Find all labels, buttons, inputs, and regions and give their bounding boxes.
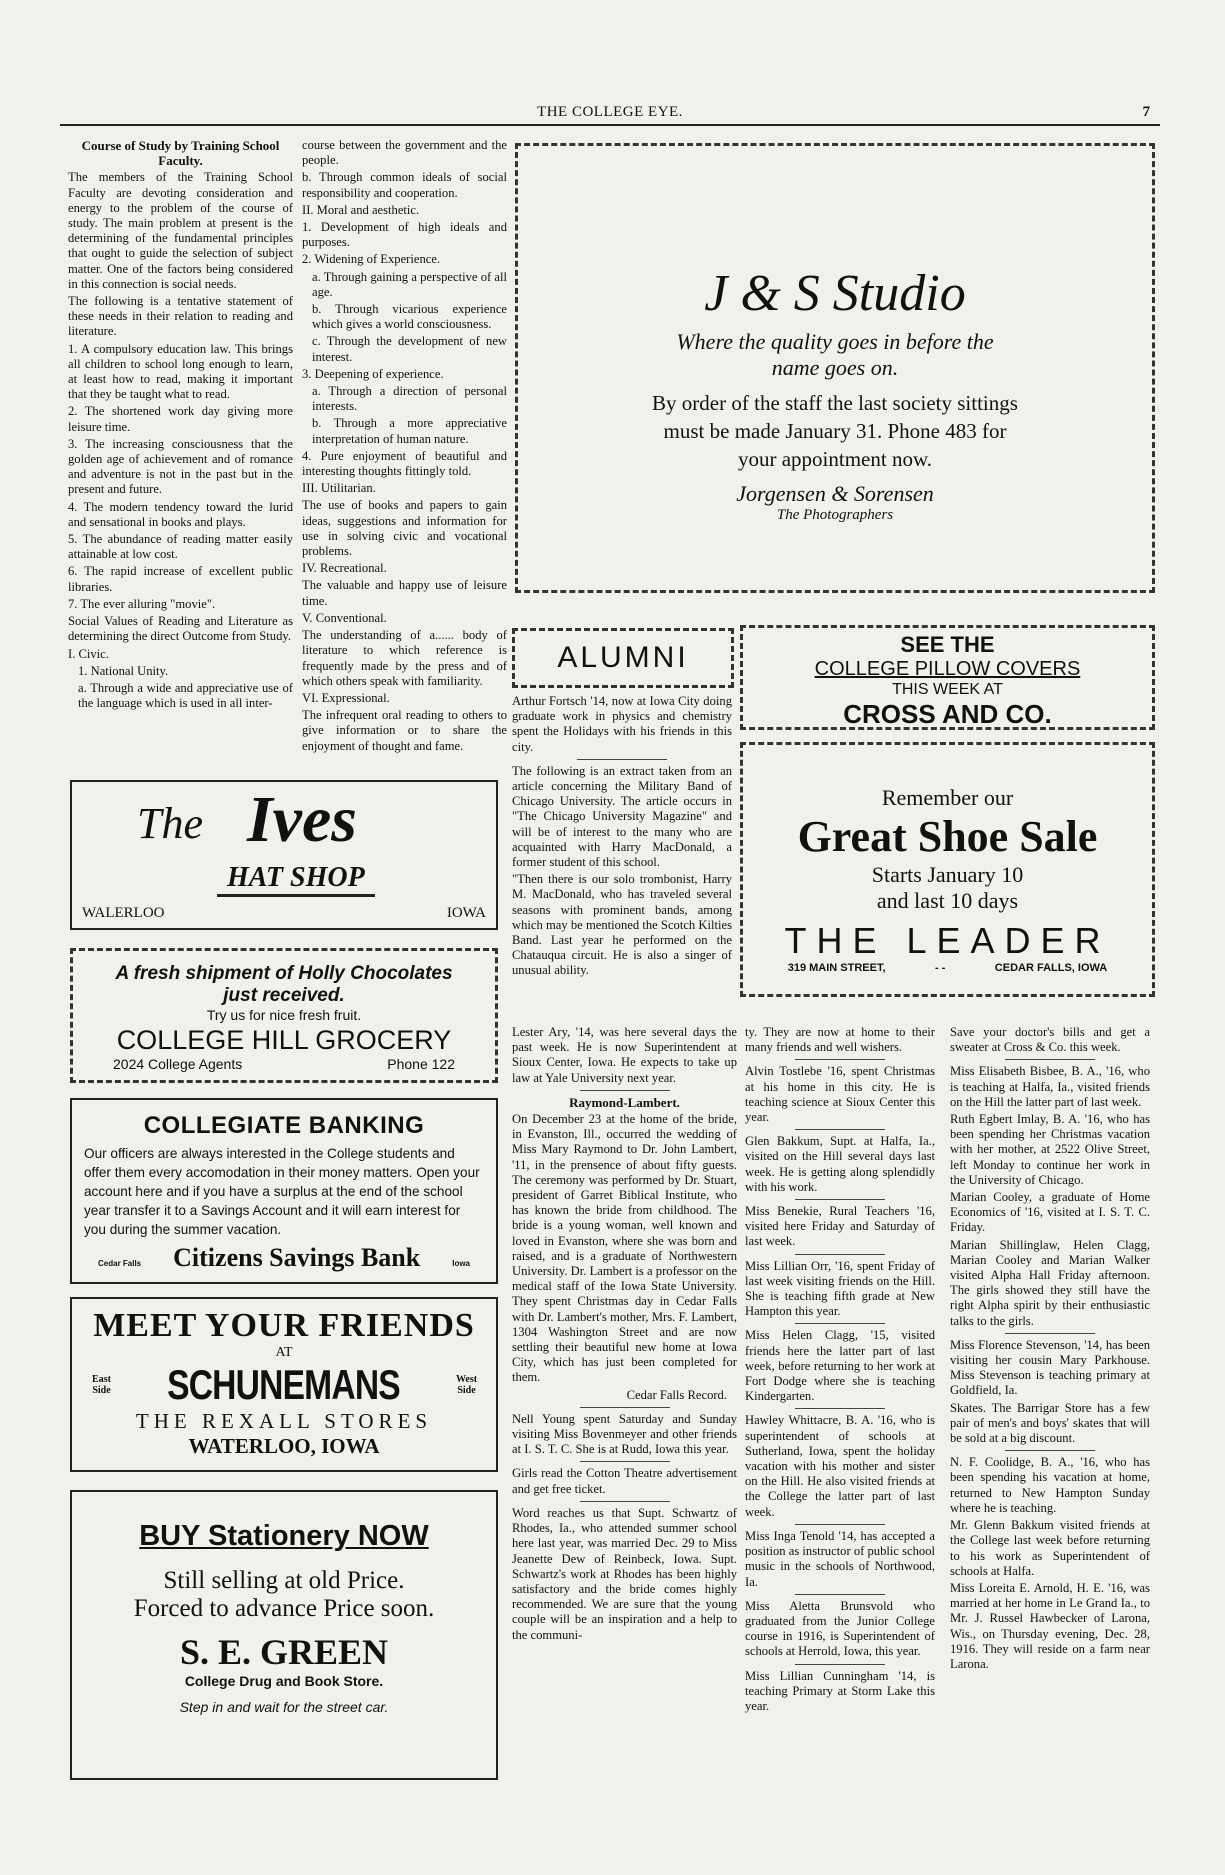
list-item: I. Civic.: [68, 646, 109, 661]
list-item: II. Moral and aesthetic.: [302, 202, 420, 217]
pillow-line: THIS WEEK AT: [892, 681, 1003, 698]
divider: [795, 1254, 885, 1255]
news-item: Miss Loreita E. Arnold, H. E. '16, was married at her home in Le Grand Ia., to Mr. J. Russel Hawbecker of Larona, Wis., on Thursday evening, Dec. 28, 1916. They will reside on a farm near Larona.: [950, 1580, 1150, 1671]
pillow-store: CROSS AND CO.: [843, 699, 1052, 729]
divider: [580, 1407, 670, 1408]
stationery-tag: Step in and wait for the street car.: [179, 1699, 389, 1715]
shoe-city: CEDAR FALLS, IOWA: [994, 962, 1108, 974]
news-item: ty. They are now at home to their many friends and well wishers.: [745, 1025, 935, 1055]
grocery-name: COLLEGE HILL GROCERY: [116, 1025, 452, 1055]
shoe-address: 319 MAIN STREET,: [787, 962, 886, 974]
news-item: Glen Bakkum, Supt. at Halfa, Ia., visited on the Hill several days last week. He is getting along splendidly with his work.: [745, 1134, 935, 1194]
list-item: a. Through a direction of personal interests.: [312, 384, 507, 414]
list-item: VI. Expressional.: [302, 690, 390, 705]
news-item: Marian Shillinglaw, Helen Clagg, Marian Cooley and Marian Walker visited Alpha Hall Friday afternoon. The girls showed they still have the right Alpha spirit by their enthusiastic talks to the girls.: [950, 1237, 1150, 1328]
schunemans-east: East Side: [92, 1374, 111, 1396]
news-item: Nell Young spent Saturday and Sunday visiting Miss Bovenmeyer and other friends at I. S. T. C. She is at Rudd, Iowa this year.: [512, 1411, 737, 1457]
bank-heading: COLLEGIATE BANKING: [143, 1112, 425, 1139]
stationery-heading: BUY Stationery NOW: [139, 1520, 429, 1552]
list-item: The valuable and happy use of leisure time.: [302, 578, 507, 608]
list-item: b. Through common ideals of social responsibility and cooperation.: [302, 170, 507, 200]
divider: [795, 1323, 885, 1324]
alumni-paragraph: "Then there is our solo trombonist, Harry M. MacDonald, who has traveled several seasons with prominent bands, among which may be mentioned the Scotch Kilties Band. Last year he performed on the Chatauqua circuit. He is also a singer of unusual ability.: [512, 872, 732, 978]
hat-shop-name: HAT SHOP: [217, 862, 375, 897]
shoe-address-row: [743, 962, 1152, 974]
shoe-dash: - -: [934, 962, 946, 974]
grocery-address: 2024 College Agents: [113, 1056, 243, 1072]
news-item: N. F. Coolidge, B. A., '16, who has been spending his vacation at home, returned to New Hampton Sunday where he is teaching.: [950, 1455, 1150, 1515]
divider: [795, 1408, 885, 1409]
news-item: Hawley Whittacre, B. A. '16, who is superintendent of schools at Sutherland, Iowa, spent the holiday vacation with his mother and sister on the Hill. He also visited friends at the College the latter part of last week.: [745, 1413, 935, 1519]
news-column-4: [745, 1025, 935, 1795]
divider: [795, 1199, 885, 1200]
list-item: III. Utilitarian.: [302, 481, 376, 496]
list-item: a. Through gaining a perspective of all age.: [312, 269, 507, 299]
divider: [795, 1664, 885, 1665]
shoe-line: and last 10 days: [876, 888, 1019, 913]
divider: [580, 1090, 670, 1091]
news-item: Girls read the Cotton Theatre advertisement and get free ticket.: [512, 1466, 737, 1496]
news-item: Skates. The Barrigar Store has a few pair of men's and boys' skates that will be sold at a big discount.: [950, 1400, 1150, 1446]
news-item: Ruth Egbert Imlay, B. A. '16, who has been spending her Christmas vacation with her mother, at 2522 Olive Street, left Monday to continue her work in the University of Chicago.: [950, 1112, 1150, 1187]
news-item: Word reaches us that Supt. Schwartz of Rhodes, Ia., who attended summer school here last year, was married Dec. 29 to Miss Jeanette Dew of Reinbeck, Iowa. Supt. Schwartz's work at Rhodes has been highly satisfactory and the bride comes highly recommended. We are sure that the young couple will be an inspiration and a help to the communi-: [512, 1505, 737, 1642]
list-item: a. Through a wide and appreciative use of the language which is used in all inter-: [78, 680, 293, 711]
article-paragraph: The following is a tentative statement of these needs in their relation to reading and literature.: [68, 294, 293, 339]
page-number: 7: [1142, 104, 1150, 120]
bank-ad: [70, 1098, 498, 1284]
stationery-store: College Drug and Book Store.: [184, 1673, 384, 1689]
list-item: c. Through the development of new interest.: [312, 334, 507, 364]
shoe-headline: Great Shoe Sale: [797, 812, 1098, 861]
list-item: 5. The abundance of reading matter easily attainable at low cost.: [68, 532, 293, 562]
shoe-store: THE LEADER: [784, 920, 1111, 961]
schunemans-ad: [70, 1297, 498, 1472]
list-item: The infrequent oral reading to others to give information or to share the enjoyment of thought and fame.: [302, 708, 507, 753]
shoe-line: Starts January 10: [871, 862, 1024, 887]
list-item: 3. The increasing consciousness that the golden age of achievement and of romance and adventure is not in the past but in the present and future.: [68, 436, 293, 497]
hat-name: Ives: [247, 783, 357, 856]
shoe-sale-ad: [740, 742, 1155, 997]
divider: [795, 1059, 885, 1060]
list-item: The understanding of a...... body of literature to which reference is frequently made by the press and of which others speak with familiarity.: [302, 628, 507, 688]
list-item: course between the government and the people.: [302, 138, 507, 168]
grocery-phone: Phone 122: [387, 1056, 455, 1072]
news-item: Miss Inga Tenold '14, has accepted a position as instructor of public school music in the schools of Northwood, Ia.: [745, 1528, 935, 1589]
grocery-line: A fresh shipment of Holly Chocolates: [115, 963, 453, 984]
news-item: Alvin Tostlebe '16, spent Christmas at his home in this city. He is teaching science at Sioux Center this year.: [745, 1064, 935, 1125]
news-item: Miss Lillian Orr, '16, spent Friday of last week visiting friends on the Hill. She is teaching fifth grade at New Hampton this year.: [745, 1258, 935, 1319]
news-item: Miss Elisabeth Bisbee, B. A., '16, who is teaching at Halfa, Ia., visited friends on the Hill the latter part of last week.: [950, 1064, 1150, 1109]
stationery-name: S. E. GREEN: [179, 1632, 389, 1672]
hat-city: WALERLOO: [82, 905, 165, 921]
divider: [580, 1461, 670, 1462]
news-item: Mr. Glenn Bakkum visited friends at the College last week before returning to his work as Superintendent of schools at Halfa.: [950, 1518, 1150, 1578]
schunemans-west: West Side: [455, 1374, 478, 1396]
alumni-heading: ALUMNI: [557, 641, 689, 674]
divider: [1005, 1059, 1095, 1060]
article-paragraph: Social Values of Reading and Literature as determining the direct Outcome from Study.: [68, 614, 293, 644]
news-item: Miss Helen Clagg, '15, visited friends here the latter part of last week, before returning to her work at Fort Dodge where she is teaching Kindergarten.: [745, 1328, 935, 1404]
list-item: 1. Development of high ideals and purposes.: [302, 220, 507, 250]
studio-body: By order of the staff the last society sittings must be made January 31. Phone 483 for your appointment now.: [652, 391, 1018, 471]
alumni-column: [512, 694, 732, 1012]
schunemans-name: SCHUNEMANS: [167, 1361, 401, 1408]
news-item: Save your doctor's bills and get a sweater at Cross & Co. this week.: [950, 1025, 1150, 1055]
article-heading: Course of Study by Training School Faculty.: [81, 138, 280, 169]
news-source: Cedar Falls Record.: [626, 1387, 727, 1402]
hat-state: IOWA: [446, 905, 486, 921]
list-item: 4. The modern tendency toward the lurid and sensational in books and plays.: [68, 499, 293, 529]
schunemans-city: WATERLOO, IOWA: [188, 1434, 380, 1458]
page-header: [60, 104, 1160, 126]
grocery-line: Try us for nice fresh fruit.: [206, 1007, 362, 1023]
list-item: 6. The rapid increase of excellent public libraries.: [68, 564, 293, 594]
grocery-footer: [73, 1056, 495, 1072]
hat-shop-ad: [70, 780, 498, 930]
news-heading: Raymond-Lambert.: [569, 1094, 680, 1110]
studio-owners: Jorgensen & Sorensen: [736, 481, 934, 506]
pillow-line: COLLEGE PILLOW COVERS: [814, 658, 1081, 680]
course-of-study-article: [68, 138, 293, 768]
list-item: 1. National Unity.: [78, 663, 169, 678]
alumni-heading-box: [512, 628, 734, 688]
studio-name: J & S Studio: [704, 265, 966, 322]
studio-ad: [515, 143, 1155, 593]
alumni-paragraph: The following is an extract taken from an article concerning the Military Band of Chicago University. The article occurs in "The Chicago University Magazine" and will be of interest to the many who are acquainted with Harry MacDonald, a former student of this school.: [512, 763, 732, 870]
list-item: V. Conventional.: [302, 610, 387, 625]
list-item: 7. The ever alluring "movie".: [68, 596, 216, 611]
news-item: Miss Benekie, Rural Teachers '16, visited here Friday and Saturday of last week.: [745, 1204, 935, 1249]
grocery-ad: [70, 948, 498, 1083]
divider: [795, 1524, 885, 1525]
news-column-3: [512, 1025, 737, 1795]
divider: [580, 1501, 670, 1502]
running-title: THE COLLEGE EYE.: [537, 104, 683, 120]
pillow-line: SEE THE: [900, 632, 995, 657]
divider: [1005, 1450, 1095, 1451]
grocery-line: just received.: [223, 985, 345, 1006]
divider: [795, 1594, 885, 1595]
list-item: 4. Pure enjoyment of beautiful and interesting thoughts fittingly told.: [302, 448, 507, 479]
list-item: IV. Recreational.: [302, 561, 387, 576]
schunemans-row: [72, 1361, 496, 1409]
stationery-line: Forced to advance Price soon.: [133, 1595, 435, 1622]
schunemans-line: THE REXALL STORES: [135, 1409, 433, 1433]
list-item: 2. Widening of Experience.: [302, 252, 441, 267]
studio-subtitle: The Photographers: [776, 507, 894, 523]
shoe-line: Remember our: [881, 785, 1014, 810]
hat-the: The: [137, 799, 203, 848]
schunemans-headline: MEET YOUR FRIENDS: [93, 1307, 475, 1344]
course-of-study-continued: [302, 138, 507, 768]
bank-state: Iowa: [452, 1259, 470, 1268]
news-item: Miss Aletta Brunsvold who graduated from the Junior College course in 1916, is Superintendent of schools at Herrold, Iowa, this year.: [745, 1598, 935, 1659]
list-item: The use of books and papers to gain ideas, suggestions and information for use in solving civic and vocational problems.: [302, 498, 507, 559]
list-item: 2. The shortened work day giving more leisure time.: [68, 404, 293, 434]
bank-footer: [72, 1243, 496, 1273]
studio-slogan: Where the quality goes in before the name goes on.: [676, 329, 994, 380]
divider: [1005, 1333, 1095, 1334]
bank-name: Citizens Savings Bank: [173, 1243, 421, 1272]
pillow-covers-ad: [740, 625, 1155, 730]
schunemans-at: AT: [275, 1345, 293, 1360]
list-item: 3. Deepening of experience.: [302, 366, 444, 381]
news-item: Marian Cooley, a graduate of Home Economics of '16, visited at I. S. T. C. Friday.: [950, 1190, 1150, 1235]
divider: [577, 759, 667, 760]
news-item: Miss Florence Stevenson, '14, has been visiting her cousin Mary Parkhouse. Miss Stevenson is teaching primary at Goldfield, Ia.: [950, 1337, 1150, 1398]
list-item: 1. A compulsory education law. This brings all children to school long enough to learn, at least how to read, making it important that they be taught what to read.: [68, 341, 293, 402]
news-item: Miss Lillian Cunningham '14, is teaching Primary at Storm Lake this year.: [745, 1668, 935, 1713]
list-item: b. Through a more appreciative interpretation of human nature.: [312, 416, 507, 446]
list-item: b. Through vicarious experience which gives a world consciousness.: [312, 302, 507, 332]
news-item: On December 23 at the home of the bride, in Evanston, Ill., occurred the wedding of Miss Mary Raymond to Dr. John Lambert, '11, in the prensence of about fifty guests. The ceremony was performed by Dr. Stuart, president of Garret Biblical Institute, who has known the bride from childhood. The bride is a young woman, well known and loved in Evanston, where she was born and raised, and is a graduate of Northwestern University. Dr. Lambert is a professor on the medical staff of the Iowa State University. They spent Christmas day in Cedar Falls with Dr. Lambert's mother, Mrs. F. Lambert, 1304 Washington Street and are now settling their beautiful new home at Iowa City, which has just been completed for them.: [512, 1112, 737, 1385]
alumni-paragraph: Arthur Fortsch '14, now at Iowa City doing graduate work in physics and chemistry spent the Holidays with his friends in this city.: [512, 694, 732, 754]
stationery-ad: [70, 1490, 498, 1780]
bank-body: Our officers are always interested in the College students and offer them every accomodation in their money matters. Open your account here and if you have a surplus at the end of the school year transfer it to a Savings Account and it will earn interest for you during the summer vacation.: [84, 1146, 480, 1237]
stationery-line: Still selling at old Price.: [163, 1567, 405, 1594]
bank-city: Cedar Falls: [98, 1259, 142, 1268]
news-item: Lester Ary, '14, was here several days the past week. He is now Superintendent at Sioux Center, Iowa. He expects to take up law at Yale University next year.: [512, 1025, 737, 1085]
article-paragraph: The members of the Training School Faculty are devoting consideration and energy to the problem of the course of study. The main problem at present is the determining of the fundamental principles that ought to guide the selection of subject matter. One of the factors being considered in this connection is social needs.: [68, 170, 293, 291]
news-column-5: [950, 1025, 1150, 1795]
divider: [795, 1129, 885, 1130]
